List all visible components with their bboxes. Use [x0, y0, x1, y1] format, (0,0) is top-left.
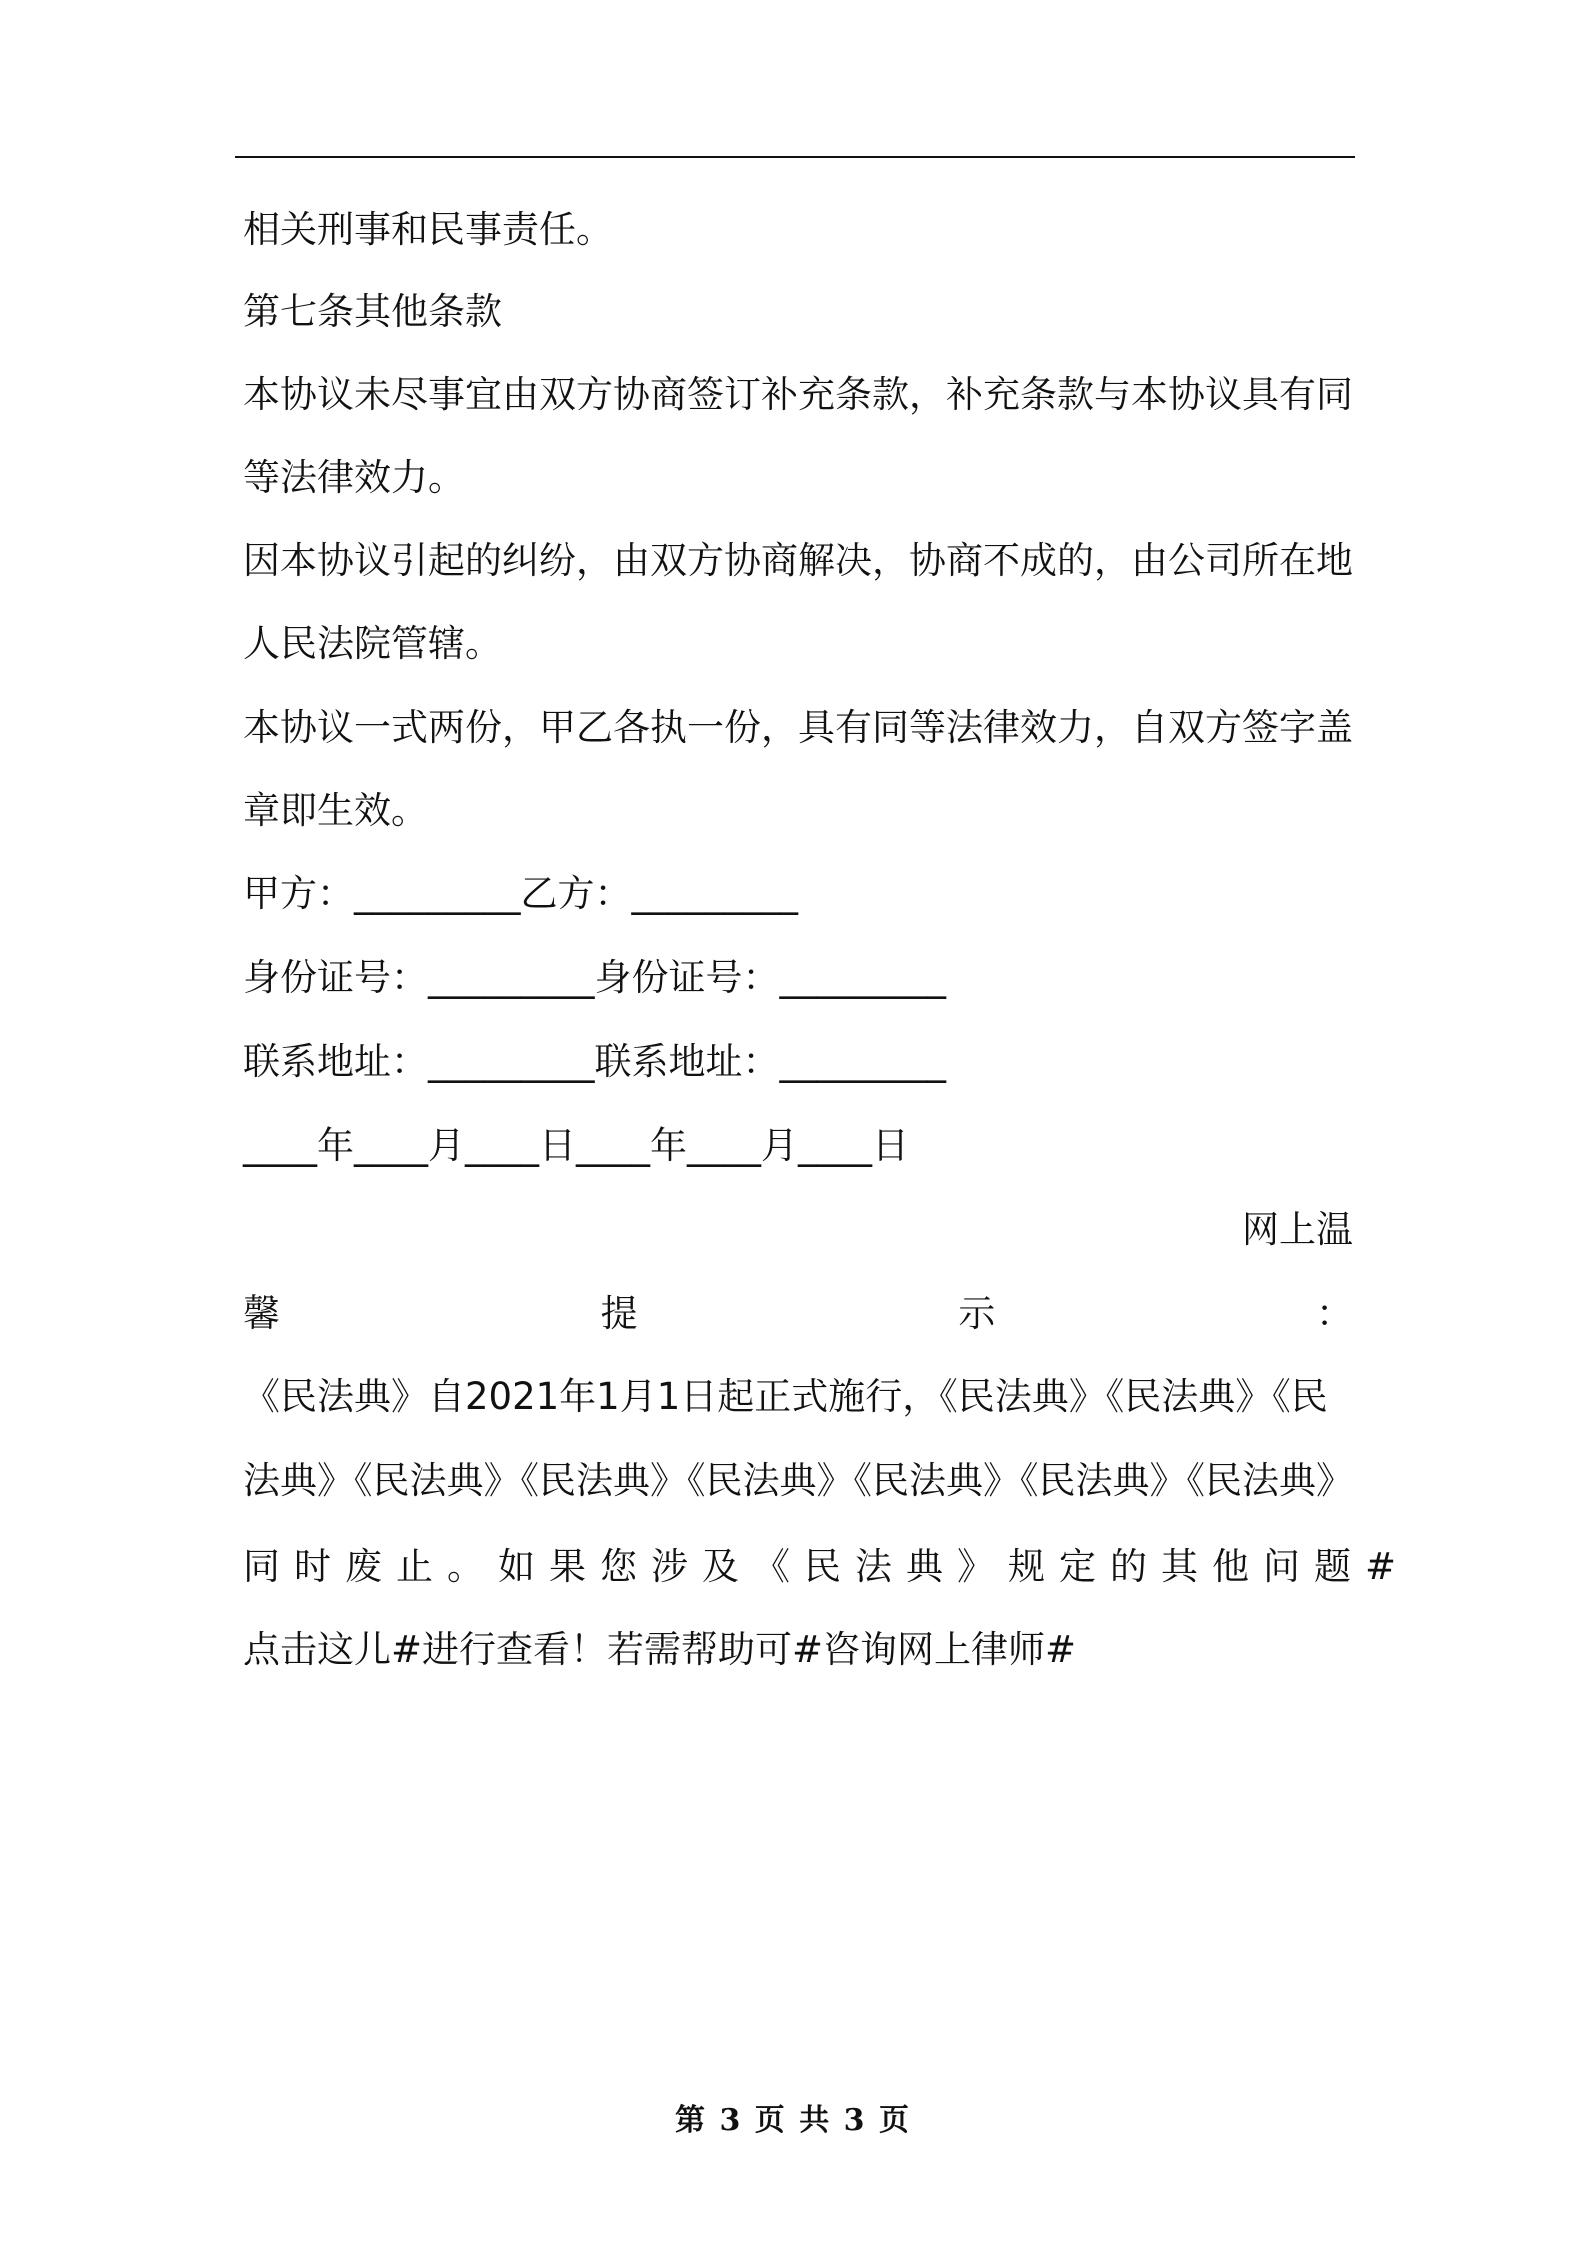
signature-id-line: 身份证号：_________身份证号：_________	[243, 956, 946, 999]
tip-heading-end: 网上温	[1242, 1208, 1353, 1251]
signature-date-line: ____年____月____日____年____月____日	[243, 1124, 909, 1167]
clause-text-line: 本协议未尽事宜由双方协商签订补充条款，补充条款与本协议具有同	[243, 373, 1353, 416]
clause-text-line: 章即生效。	[243, 789, 428, 832]
clause-heading: 第七条其他条款	[243, 290, 502, 333]
clause-text-line: 相关刑事和民事责任。	[243, 208, 613, 251]
signature-address-line: 联系地址：_________联系地址：_________	[243, 1040, 946, 1083]
tip-heading-char: 示	[958, 1292, 996, 1335]
tip-body-line: 同时废止。如果您涉及《民法典》规定的其他问题#	[243, 1545, 1411, 1588]
header-rule	[235, 156, 1355, 158]
tip-heading-char: 提	[600, 1292, 638, 1335]
tip-body-line: 法典》《民法典》《民法典》《民法典》《民法典》《民法典》《民法典》	[243, 1459, 1353, 1502]
tip-heading-char: ：	[1315, 1292, 1353, 1335]
tip-body-line: 点击这儿#进行查看！若需帮助可#咨询网上律师#	[243, 1628, 1077, 1671]
tip-heading-spread	[243, 1292, 1353, 1336]
clause-text-line: 因本协议引起的纠纷，由双方协商解决，协商不成的，由公司所在地	[243, 539, 1353, 582]
tip-heading-char: 馨	[243, 1292, 280, 1335]
clause-text-line: 等法律效力。	[243, 456, 465, 499]
clause-text-line: 本协议一式两份，甲乙各执一份，具有同等法律效力，自双方签字盖	[243, 706, 1353, 749]
tip-body-line: 《民法典》自2021年1月1日起正式施行，《民法典》《民法典》《民	[243, 1375, 1328, 1418]
clause-text-line: 人民法院管辖。	[243, 622, 502, 665]
signature-party-line: 甲方：_________乙方：_________	[243, 872, 798, 915]
page-number: 第 3 页 共 3 页	[675, 2103, 911, 2138]
